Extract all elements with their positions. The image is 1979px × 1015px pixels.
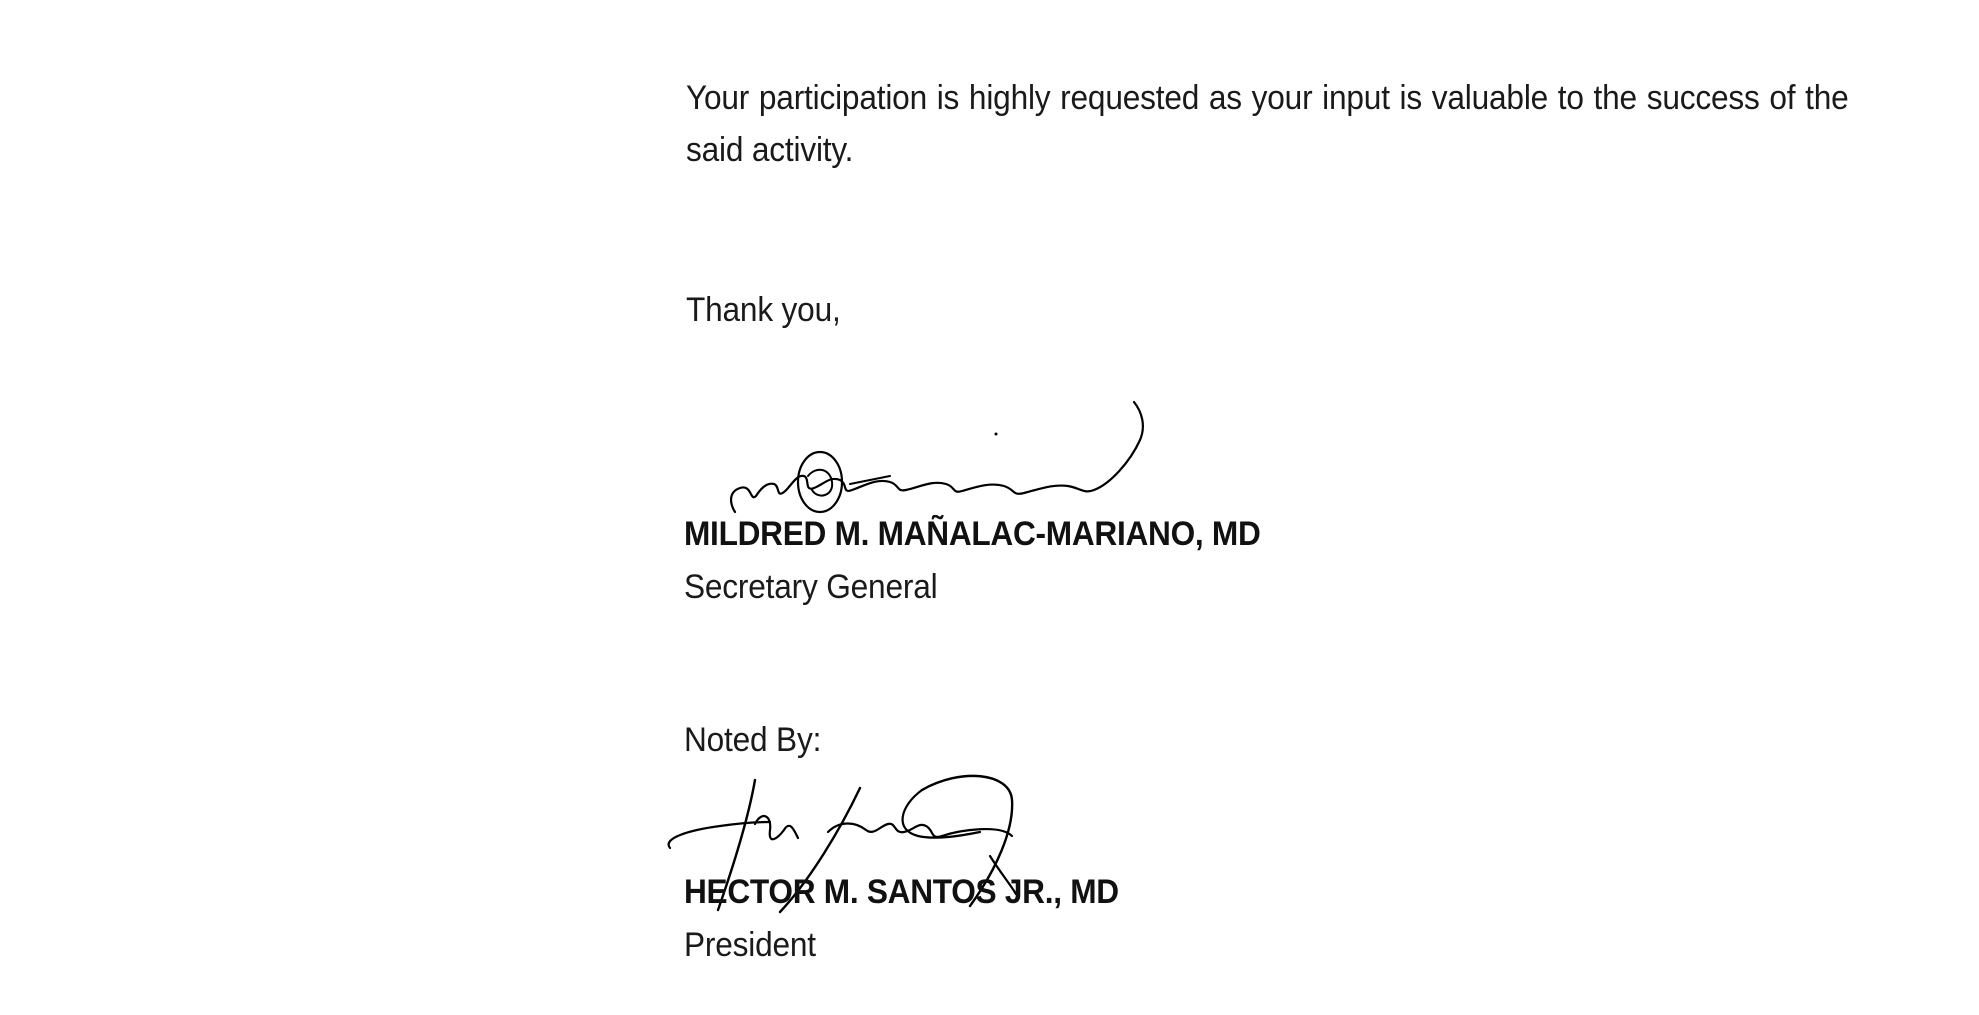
closing-paragraph: Your participation is highly requested as your input is valuable to the success of the said activity. xyxy=(686,79,1849,169)
signatory-1-title: Secretary General xyxy=(684,568,938,606)
signatory-2-title: President xyxy=(684,926,816,964)
noted-by-label: Noted By: xyxy=(684,721,822,759)
signatory-1-name: MILDRED M. MAÑALAC-MARIANO, MD xyxy=(684,515,1261,553)
signature-mariano xyxy=(700,392,1160,532)
signatory-2-name: HECTOR M. SANTOS JR., MD xyxy=(684,873,1119,911)
closing-salutation: Thank you, xyxy=(686,291,841,329)
